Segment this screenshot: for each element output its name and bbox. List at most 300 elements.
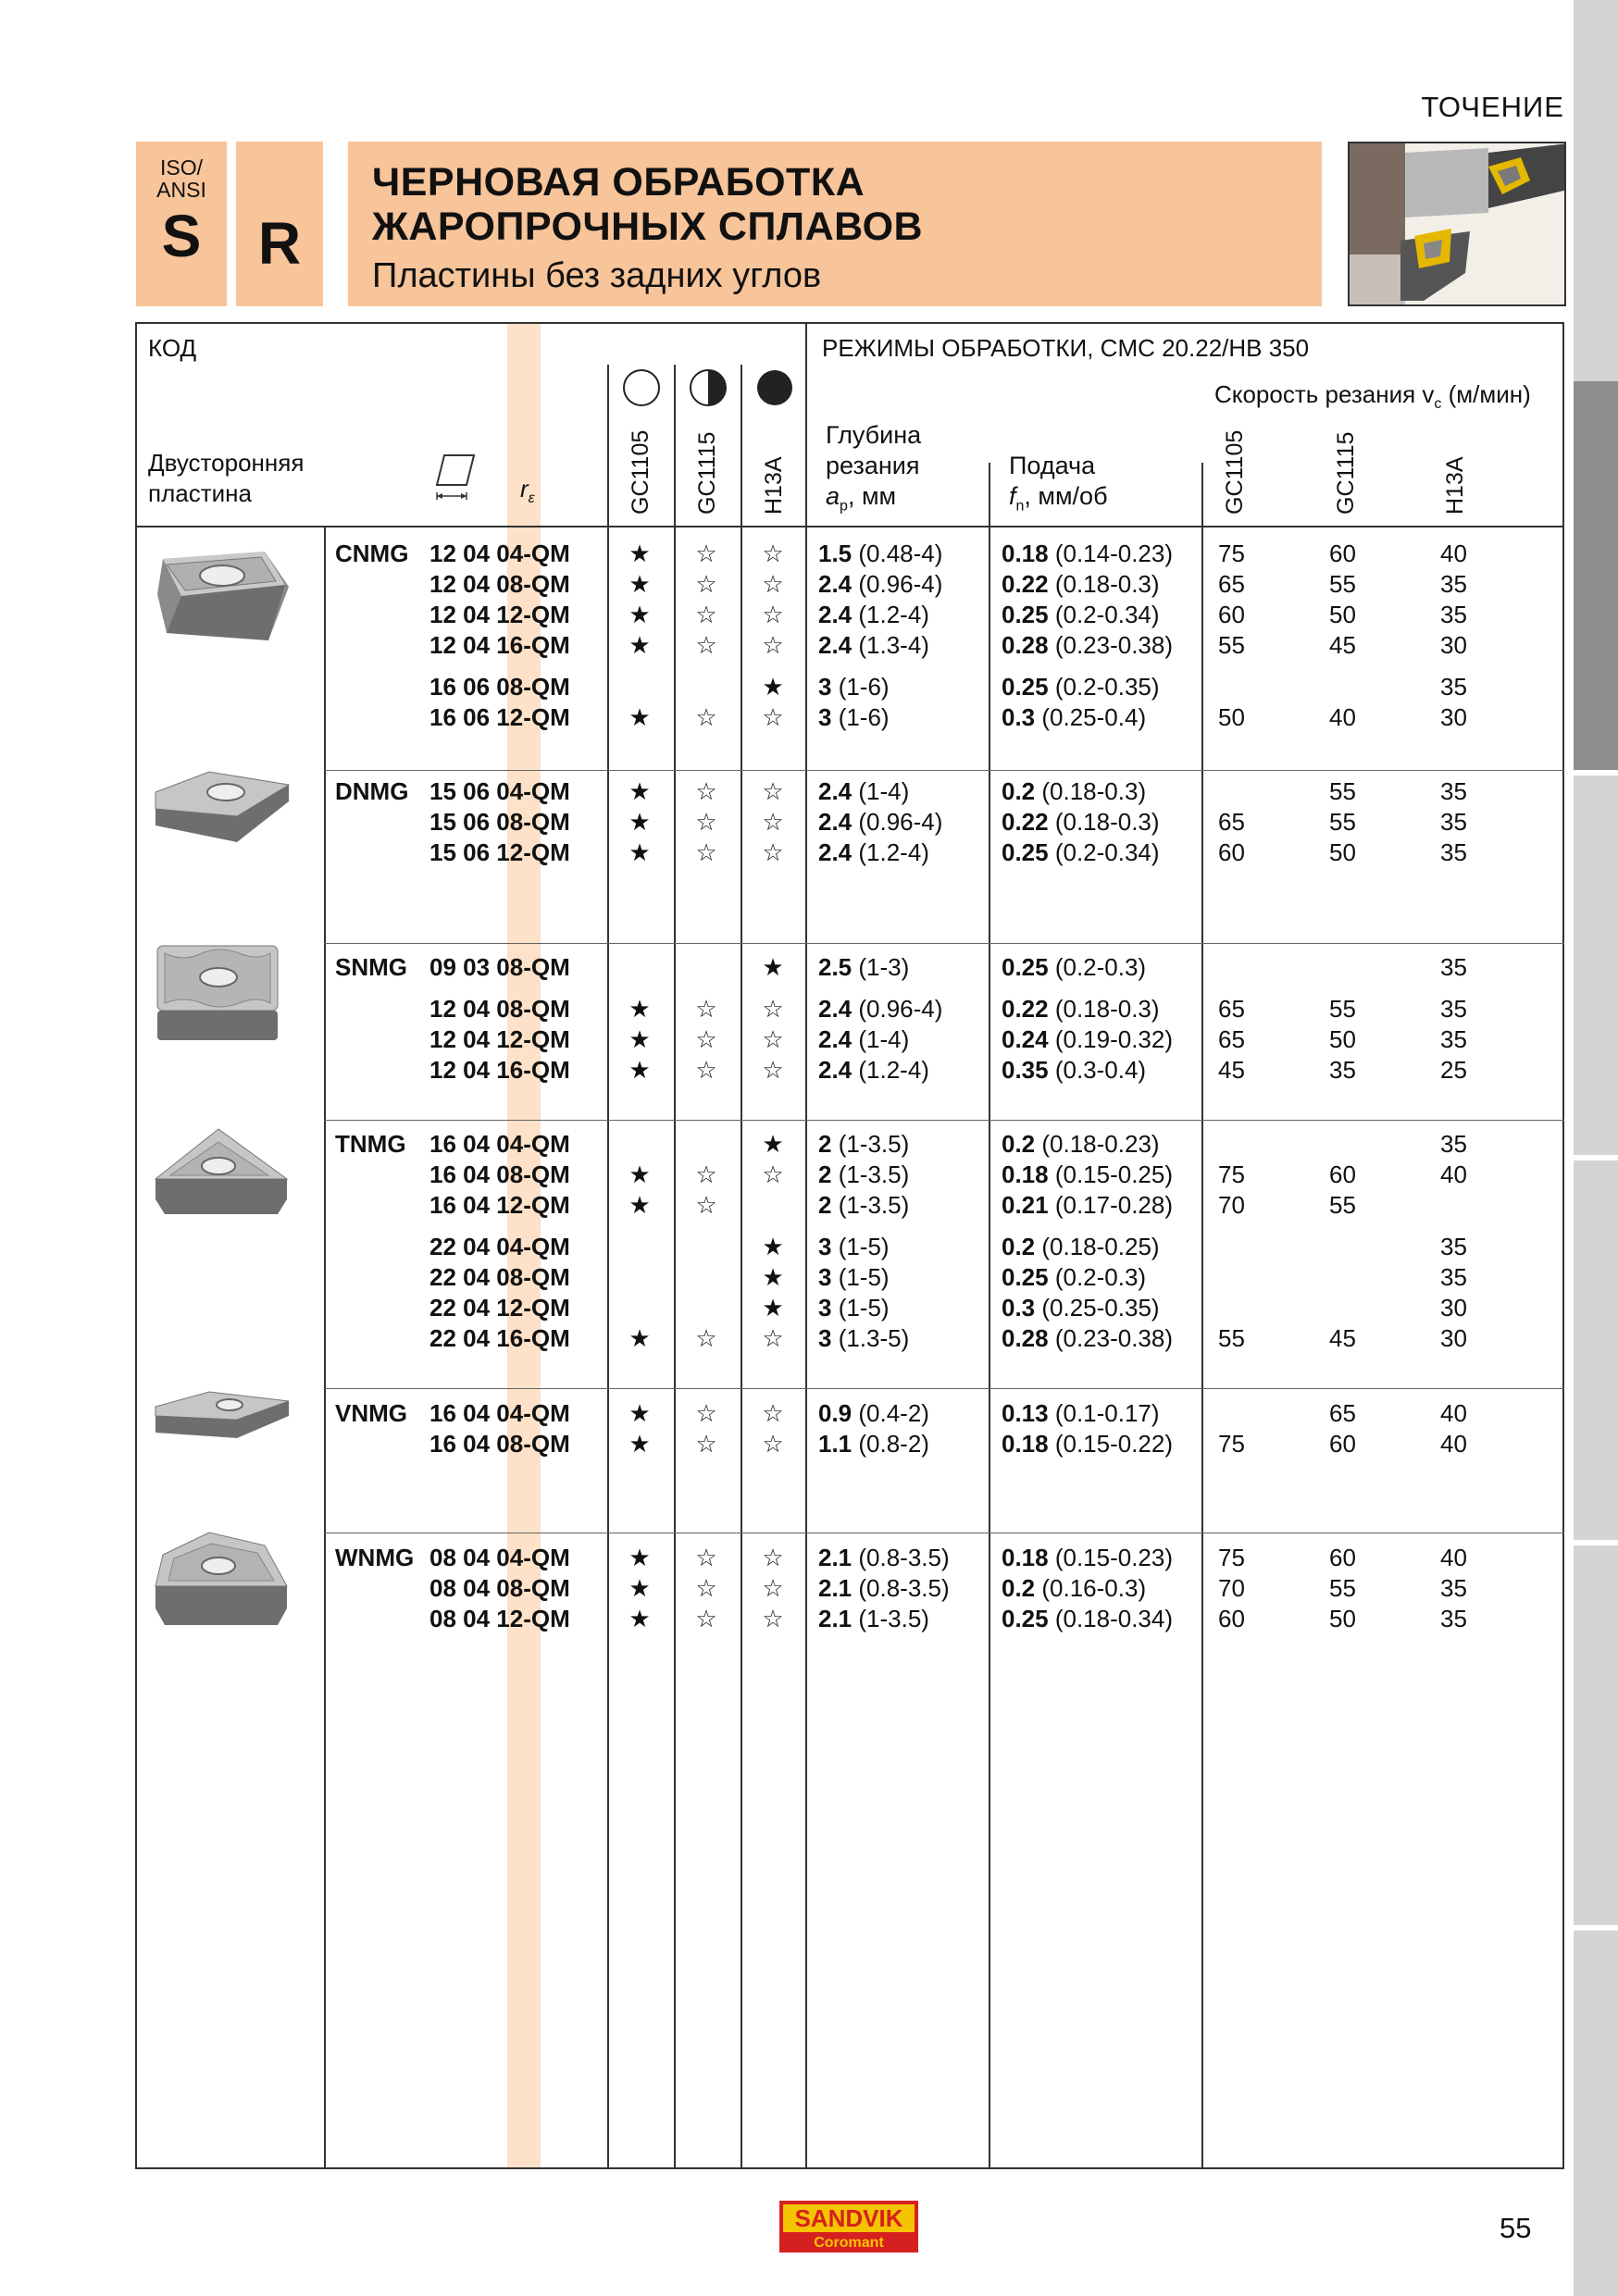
speed-h13a: 35 xyxy=(1440,570,1467,598)
feed-main: 0.13 xyxy=(1002,1399,1049,1427)
insert-code: 16 04 04-QM xyxy=(429,1399,570,1427)
section-tabs xyxy=(1574,0,1618,2296)
grade-gc1115-mark: ☆ xyxy=(695,1544,717,1571)
speed-gc1105: 50 xyxy=(1218,703,1245,731)
depth-value xyxy=(818,838,929,868)
feed-main: 0.22 xyxy=(1002,995,1049,1023)
tab-5[interactable] xyxy=(1574,1545,1618,1925)
sandvik-logo xyxy=(779,2201,918,2253)
grade-gc1115-mark: ☆ xyxy=(695,703,717,731)
grade-h13a-mark: ☆ xyxy=(762,1160,784,1188)
dnmg-insert-image xyxy=(154,764,292,846)
col-divider xyxy=(607,365,609,2169)
speed-h13a: 35 xyxy=(1440,777,1467,805)
speed-gc1115: 55 xyxy=(1329,808,1356,836)
grade-gc1105-mark: ★ xyxy=(629,1025,651,1053)
depth-main: 3 xyxy=(818,1263,832,1291)
feed-unit: , мм/об xyxy=(1024,482,1108,510)
depth-main: 3 xyxy=(818,1233,832,1260)
depth-range: (0.8-3.5) xyxy=(852,1544,950,1571)
depth-range: (1-5) xyxy=(831,1233,890,1260)
depth-value xyxy=(818,1190,909,1221)
iso-label-1: ISO/ xyxy=(159,155,203,180)
grade-gc1115-mark: ☆ xyxy=(695,631,717,659)
feed-range: (0.15-0.22) xyxy=(1048,1430,1174,1458)
cnmg-insert-image xyxy=(154,548,292,646)
insert-code: 12 04 12-QM xyxy=(429,601,570,628)
grade-h13a-mark: ☆ xyxy=(762,570,784,598)
speed-h13a: 40 xyxy=(1440,1399,1467,1427)
insert-code: 15 06 04-QM xyxy=(429,777,570,805)
feed-range: (0.23-0.38) xyxy=(1048,631,1174,659)
feed-range: (0.1-0.17) xyxy=(1048,1399,1160,1427)
depth-value xyxy=(818,1323,909,1354)
depth-range: (0.96-4) xyxy=(852,995,943,1023)
feed-value xyxy=(1002,1573,1146,1604)
speed-gc1105: 75 xyxy=(1218,540,1245,567)
speed-header xyxy=(1214,379,1531,419)
feed-main: 0.24 xyxy=(1002,1025,1049,1053)
speed-gc1115: 55 xyxy=(1329,570,1356,598)
depth-value xyxy=(818,1293,890,1323)
speed-grade-gc1105: GC1105 xyxy=(1222,429,1248,515)
depth-value xyxy=(818,600,929,630)
feed-symbol: f xyxy=(1009,482,1016,510)
title-line-1: ЧЕРНОВАЯ ОБРАБОТКА xyxy=(372,160,865,205)
speed-grade-gc1115: GC1115 xyxy=(1333,431,1359,515)
depth-value xyxy=(818,1604,929,1634)
grade-h13a-mark: ★ xyxy=(762,1233,784,1260)
row-divider xyxy=(324,1120,1564,1121)
col-divider xyxy=(1201,463,1203,2169)
feed-range: (0.18-0.34) xyxy=(1048,1605,1174,1632)
depth-range: (1-4) xyxy=(852,1025,910,1053)
insert-code: 12 04 12-QM xyxy=(429,1025,570,1053)
feed-value xyxy=(1002,952,1146,983)
iso-material-box xyxy=(136,142,227,306)
depth-main: 2.4 xyxy=(818,601,853,628)
insert-code: 12 04 08-QM xyxy=(429,570,570,598)
grade-gc1115-mark: ☆ xyxy=(695,1191,717,1219)
grade-h13a-mark: ☆ xyxy=(762,777,784,805)
regimes-header: РЕЖИМЫ ОБРАБОТКИ, CMC 20.22/HB 350 xyxy=(822,334,1310,362)
header-divider xyxy=(135,526,1564,527)
speed-h13a: 35 xyxy=(1440,1233,1467,1260)
speed-h13a: 40 xyxy=(1440,540,1467,567)
feed-main: 0.22 xyxy=(1002,570,1049,598)
insert-family: DNMG xyxy=(335,777,409,805)
insert-code: 22 04 16-QM xyxy=(429,1324,570,1352)
depth-main: 2 xyxy=(818,1130,832,1158)
feed-range: (0.18-0.3) xyxy=(1048,570,1160,598)
depth-unit: , мм xyxy=(847,482,897,510)
depth-value xyxy=(818,1573,950,1604)
depth-main: 2.4 xyxy=(818,570,853,598)
insert-code: 22 04 04-QM xyxy=(429,1233,570,1260)
feed-value xyxy=(1002,1398,1160,1429)
speed-h13a: 25 xyxy=(1440,1056,1467,1084)
depth-main: 2.4 xyxy=(818,838,853,866)
feed-range: (0.18-0.3) xyxy=(1048,808,1160,836)
feed-main: 0.25 xyxy=(1002,601,1049,628)
speed-h13a: 30 xyxy=(1440,1324,1467,1352)
feed-range: (0.15-0.25) xyxy=(1048,1160,1174,1188)
r-eps-header xyxy=(520,474,535,514)
speed-gc1105: 65 xyxy=(1218,1025,1245,1053)
feed-main: 0.25 xyxy=(1002,838,1049,866)
grade-gc1105-mark: ★ xyxy=(629,1056,651,1084)
application-box xyxy=(236,142,323,306)
speed-gc1115: 50 xyxy=(1329,838,1356,866)
depth-main: 3 xyxy=(818,673,832,701)
grade-h13a-mark: ☆ xyxy=(762,808,784,836)
feed-subscript: n xyxy=(1015,498,1025,515)
depth-main: 2 xyxy=(818,1160,832,1188)
speed-gc1105: 60 xyxy=(1218,838,1245,866)
speed-gc1115: 50 xyxy=(1329,601,1356,628)
depth-value xyxy=(818,1429,929,1459)
feed-main: 0.21 xyxy=(1002,1191,1049,1219)
feed-value xyxy=(1002,1160,1173,1190)
depth-value xyxy=(818,1160,909,1190)
grade-h13a-mark: ★ xyxy=(762,953,784,981)
insert-code: 09 03 08-QM xyxy=(429,953,570,981)
depth-range: (0.96-4) xyxy=(852,808,943,836)
snmg-insert-image xyxy=(154,942,289,1046)
feed-main: 0.2 xyxy=(1002,1233,1036,1260)
speed-gc1115: 50 xyxy=(1329,1605,1356,1632)
double-sided-line-1: Двусторонняя xyxy=(148,449,305,477)
speed-h13a: 35 xyxy=(1440,838,1467,866)
depth-symbol: a xyxy=(826,482,840,510)
speed-h13a: 35 xyxy=(1440,953,1467,981)
depth-main: 0.9 xyxy=(818,1399,853,1427)
speed-gc1105: 70 xyxy=(1218,1191,1245,1219)
grade-gc1115-mark: ☆ xyxy=(695,540,717,567)
insert-code: 16 06 12-QM xyxy=(429,703,570,731)
depth-main: 1.5 xyxy=(818,540,853,567)
depth-value xyxy=(818,1129,909,1160)
feed-main: 0.28 xyxy=(1002,1324,1049,1352)
speed-gc1105: 60 xyxy=(1218,1605,1245,1632)
depth-header xyxy=(826,420,921,521)
depth-range: (0.8-3.5) xyxy=(852,1574,950,1602)
speed-unit: (м/мин) xyxy=(1441,380,1531,408)
feed-range: (0.25-0.4) xyxy=(1035,703,1147,731)
depth-range: (1.3-5) xyxy=(831,1324,910,1352)
insert-code: 12 04 16-QM xyxy=(429,631,570,659)
speed-gc1115: 60 xyxy=(1329,1544,1356,1571)
speed-gc1115: 55 xyxy=(1329,1191,1356,1219)
feed-range: (0.19-0.32) xyxy=(1048,1025,1174,1053)
insert-family: SNMG xyxy=(335,953,407,981)
depth-main: 2.1 xyxy=(818,1605,853,1632)
grade-gc1115-mark: ☆ xyxy=(695,1324,717,1352)
feed-value xyxy=(1002,672,1160,702)
depth-range: (0.4-2) xyxy=(852,1399,929,1427)
tab-1[interactable] xyxy=(1574,0,1618,381)
grade-h13a-mark: ☆ xyxy=(762,631,784,659)
depth-range: (1-3.5) xyxy=(831,1160,910,1188)
feed-line-1: Подача xyxy=(1009,452,1096,479)
depth-line-3 xyxy=(826,481,921,521)
grade-gc1115-mark: ☆ xyxy=(695,1574,717,1602)
insert-family: VNMG xyxy=(335,1399,407,1427)
feed-main: 0.3 xyxy=(1002,703,1036,731)
speed-gc1105: 75 xyxy=(1218,1544,1245,1571)
insert-family: WNMG xyxy=(335,1544,415,1571)
insert-code: 08 04 04-QM xyxy=(429,1544,570,1571)
col-divider xyxy=(741,365,742,2169)
insert-code: 16 04 04-QM xyxy=(429,1130,570,1158)
feed-range: (0.23-0.38) xyxy=(1048,1324,1174,1352)
feed-main: 0.25 xyxy=(1002,953,1049,981)
feed-range: (0.25-0.35) xyxy=(1035,1294,1160,1322)
grade-gc1105-mark: ★ xyxy=(629,1324,651,1352)
feed-range: (0.18-0.3) xyxy=(1035,777,1147,805)
iso-letter: S xyxy=(161,203,202,269)
depth-subscript: p xyxy=(840,498,848,515)
feed-main: 0.18 xyxy=(1002,1160,1049,1188)
grade-gc1105-mark: ★ xyxy=(629,540,651,567)
page-subtitle: Пластины без задних углов xyxy=(372,256,822,295)
grade-h13a-mark: ☆ xyxy=(762,1430,784,1458)
grade-h13a-mark: ★ xyxy=(762,1130,784,1158)
insert-code: 12 04 04-QM xyxy=(429,540,570,567)
depth-main: 3 xyxy=(818,703,832,731)
feed-main: 0.18 xyxy=(1002,1544,1049,1571)
tab-4[interactable] xyxy=(1574,1160,1618,1540)
grade-h13a-mark: ★ xyxy=(762,673,784,701)
feed-value xyxy=(1002,1262,1146,1293)
grade-gc1115-mark: ☆ xyxy=(695,570,717,598)
depth-range: (1.2-4) xyxy=(852,838,929,866)
grade-gc1105-mark: ★ xyxy=(629,1544,651,1571)
insert-code: 22 04 08-QM xyxy=(429,1263,570,1291)
page-title xyxy=(372,160,923,249)
grade-gc1105-mark: ★ xyxy=(629,1399,651,1427)
grade-gc1105-mark: ★ xyxy=(629,777,651,805)
feed-main: 0.3 xyxy=(1002,1294,1036,1322)
speed-h13a: 35 xyxy=(1440,1263,1467,1291)
feed-value xyxy=(1002,569,1160,600)
grade-gc1115-mark: ☆ xyxy=(695,1605,717,1632)
code-header: КОД xyxy=(148,334,197,362)
grade-gc1105-mark: ★ xyxy=(629,1574,651,1602)
depth-range: (1-6) xyxy=(831,703,890,731)
grade-gc1105-mark: ★ xyxy=(629,1605,651,1632)
depth-value xyxy=(818,776,909,807)
speed-subscript: c xyxy=(1434,396,1442,413)
insert-code: 16 06 08-QM xyxy=(429,673,570,701)
speed-gc1105: 60 xyxy=(1218,601,1245,628)
depth-main: 2.1 xyxy=(818,1574,853,1602)
feed-range: (0.18-0.3) xyxy=(1048,995,1160,1023)
application-letter: R xyxy=(257,210,302,277)
grade-gc1105-mark: ★ xyxy=(629,703,651,731)
speed-h13a: 30 xyxy=(1440,1294,1467,1322)
speed-h13a: 35 xyxy=(1440,1130,1467,1158)
speed-h13a: 30 xyxy=(1440,703,1467,731)
feed-main: 0.18 xyxy=(1002,540,1049,567)
title-line-2: ЖАРОПРОЧНЫХ СПЛАВОВ xyxy=(372,205,924,249)
feed-range: (0.2-0.34) xyxy=(1048,601,1160,628)
grade-h13a-mark: ☆ xyxy=(762,1574,784,1602)
speed-gc1105: 75 xyxy=(1218,1430,1245,1458)
grade-h13a-mark: ☆ xyxy=(762,1399,784,1427)
double-sided-header xyxy=(148,448,304,509)
grade-gc1115-mark: ☆ xyxy=(695,808,717,836)
depth-main: 2.4 xyxy=(818,1025,853,1053)
grade-h13a-mark: ☆ xyxy=(762,703,784,731)
speed-gc1105: 65 xyxy=(1218,995,1245,1023)
feed-range: (0.16-0.3) xyxy=(1035,1574,1147,1602)
depth-range: (1.2-4) xyxy=(852,601,929,628)
grade-gc1115-mark: ☆ xyxy=(695,995,717,1023)
grade-gc1105-mark: ★ xyxy=(629,1430,651,1458)
depth-line-2: резания xyxy=(826,452,920,479)
grade-h13a-mark: ☆ xyxy=(762,995,784,1023)
feed-main: 0.2 xyxy=(1002,1574,1036,1602)
col-divider xyxy=(324,527,326,2169)
depth-value xyxy=(818,1543,950,1573)
speed-label: Скорость резания v xyxy=(1214,380,1435,408)
col-divider xyxy=(674,365,676,2169)
depth-range: (1-3) xyxy=(852,953,910,981)
tnmg-insert-image xyxy=(154,1125,291,1222)
depth-main: 2 xyxy=(818,1191,832,1219)
grade-gc1105-mark: ★ xyxy=(629,1191,651,1219)
depth-main: 2.4 xyxy=(818,1056,853,1084)
grade-h13a-mark: ★ xyxy=(762,1294,784,1322)
row-divider xyxy=(324,943,1564,944)
grade-gc1115-mark: ☆ xyxy=(695,1430,717,1458)
speed-gc1105: 55 xyxy=(1218,1324,1245,1352)
feed-value xyxy=(1002,1024,1173,1055)
wnmg-insert-image xyxy=(154,1529,291,1632)
feed-range: (0.15-0.23) xyxy=(1048,1544,1174,1571)
grade-label-h13a: H13A xyxy=(761,456,787,515)
grade-gc1105-mark: ★ xyxy=(629,808,651,836)
depth-value xyxy=(818,807,942,838)
insert-code: 16 04 08-QM xyxy=(429,1160,570,1188)
speed-grade-h13a: H13A xyxy=(1442,456,1468,515)
speed-h13a: 35 xyxy=(1440,1605,1467,1632)
grade-h13a-mark: ☆ xyxy=(762,601,784,628)
depth-main: 2.4 xyxy=(818,631,853,659)
insert-code: 16 04 08-QM xyxy=(429,1430,570,1458)
speed-h13a: 30 xyxy=(1440,631,1467,659)
grade-icon-medium xyxy=(689,368,728,407)
feed-value xyxy=(1002,1232,1160,1262)
speed-gc1105: 65 xyxy=(1218,570,1245,598)
grade-gc1115-mark: ☆ xyxy=(695,838,717,866)
feed-value xyxy=(1002,1190,1173,1221)
depth-value xyxy=(818,994,942,1024)
grade-icon-roughing xyxy=(755,368,794,407)
speed-gc1105: 65 xyxy=(1218,808,1245,836)
depth-value xyxy=(818,952,909,983)
depth-range: (1-3.5) xyxy=(831,1130,910,1158)
grade-label-gc1105: GC1105 xyxy=(628,429,653,515)
insert-code: 12 04 08-QM xyxy=(429,995,570,1023)
grade-gc1115-mark: ☆ xyxy=(695,601,717,628)
feed-main: 0.25 xyxy=(1002,673,1049,701)
depth-range: (0.96-4) xyxy=(852,570,943,598)
depth-range: (0.8-2) xyxy=(852,1430,929,1458)
speed-h13a: 35 xyxy=(1440,601,1467,628)
speed-gc1105: 70 xyxy=(1218,1574,1245,1602)
depth-range: (1-4) xyxy=(852,777,910,805)
depth-range: (1.3-4) xyxy=(852,631,929,659)
depth-range: (1-6) xyxy=(831,673,890,701)
speed-h13a: 40 xyxy=(1440,1544,1467,1571)
row-divider xyxy=(324,770,1564,771)
insert-code: 22 04 12-QM xyxy=(429,1294,570,1322)
speed-gc1115: 55 xyxy=(1329,995,1356,1023)
feed-main: 0.25 xyxy=(1002,1605,1049,1632)
vnmg-insert-image xyxy=(154,1388,292,1444)
page-number: 55 xyxy=(1500,2212,1532,2244)
depth-main: 2.5 xyxy=(818,953,853,981)
speed-h13a: 35 xyxy=(1440,1574,1467,1602)
grade-h13a-mark: ★ xyxy=(762,1263,784,1291)
iso-label-2: ANSI xyxy=(156,178,206,202)
depth-range: (1-5) xyxy=(831,1294,890,1322)
feed-main: 0.25 xyxy=(1002,1263,1049,1291)
feed-range: (0.18-0.25) xyxy=(1035,1233,1160,1260)
speed-h13a: 40 xyxy=(1440,1160,1467,1188)
grade-h13a-mark: ☆ xyxy=(762,540,784,567)
grade-gc1115-mark: ☆ xyxy=(695,777,717,805)
grade-gc1105-mark: ★ xyxy=(629,1160,651,1188)
feed-value xyxy=(1002,1129,1160,1160)
feed-value xyxy=(1002,600,1160,630)
depth-value xyxy=(818,1262,890,1293)
depth-value xyxy=(818,569,942,600)
tab-3[interactable] xyxy=(1574,776,1618,1155)
depth-value xyxy=(818,630,929,661)
tab-active[interactable] xyxy=(1574,381,1618,770)
tab-6[interactable] xyxy=(1574,1930,1618,2296)
feed-value xyxy=(1002,994,1160,1024)
feed-value xyxy=(1002,1429,1173,1459)
insert-family: CNMG xyxy=(335,540,409,567)
grade-gc1115-mark: ☆ xyxy=(695,1025,717,1053)
feed-range: (0.14-0.23) xyxy=(1048,540,1174,567)
depth-value xyxy=(818,1398,929,1429)
insert-code: 12 04 16-QM xyxy=(429,1056,570,1084)
col-divider xyxy=(805,322,807,2169)
depth-value xyxy=(818,539,942,569)
grade-gc1115-mark: ☆ xyxy=(695,1160,717,1188)
speed-gc1115: 60 xyxy=(1329,1430,1356,1458)
feed-range: (0.3-0.4) xyxy=(1048,1056,1147,1084)
feed-value xyxy=(1002,776,1146,807)
feed-value xyxy=(1002,1543,1173,1573)
feed-range: (0.2-0.35) xyxy=(1048,673,1160,701)
depth-value xyxy=(818,1055,929,1086)
depth-range: (0.48-4) xyxy=(852,540,943,567)
grade-label-gc1115: GC1115 xyxy=(694,431,720,515)
speed-gc1115: 35 xyxy=(1329,1056,1356,1084)
feed-range: (0.18-0.23) xyxy=(1035,1130,1160,1158)
speed-gc1115: 60 xyxy=(1329,540,1356,567)
speed-gc1115: 65 xyxy=(1329,1399,1356,1427)
depth-value xyxy=(818,702,890,733)
speed-gc1115: 45 xyxy=(1329,1324,1356,1352)
feed-value xyxy=(1002,630,1173,661)
